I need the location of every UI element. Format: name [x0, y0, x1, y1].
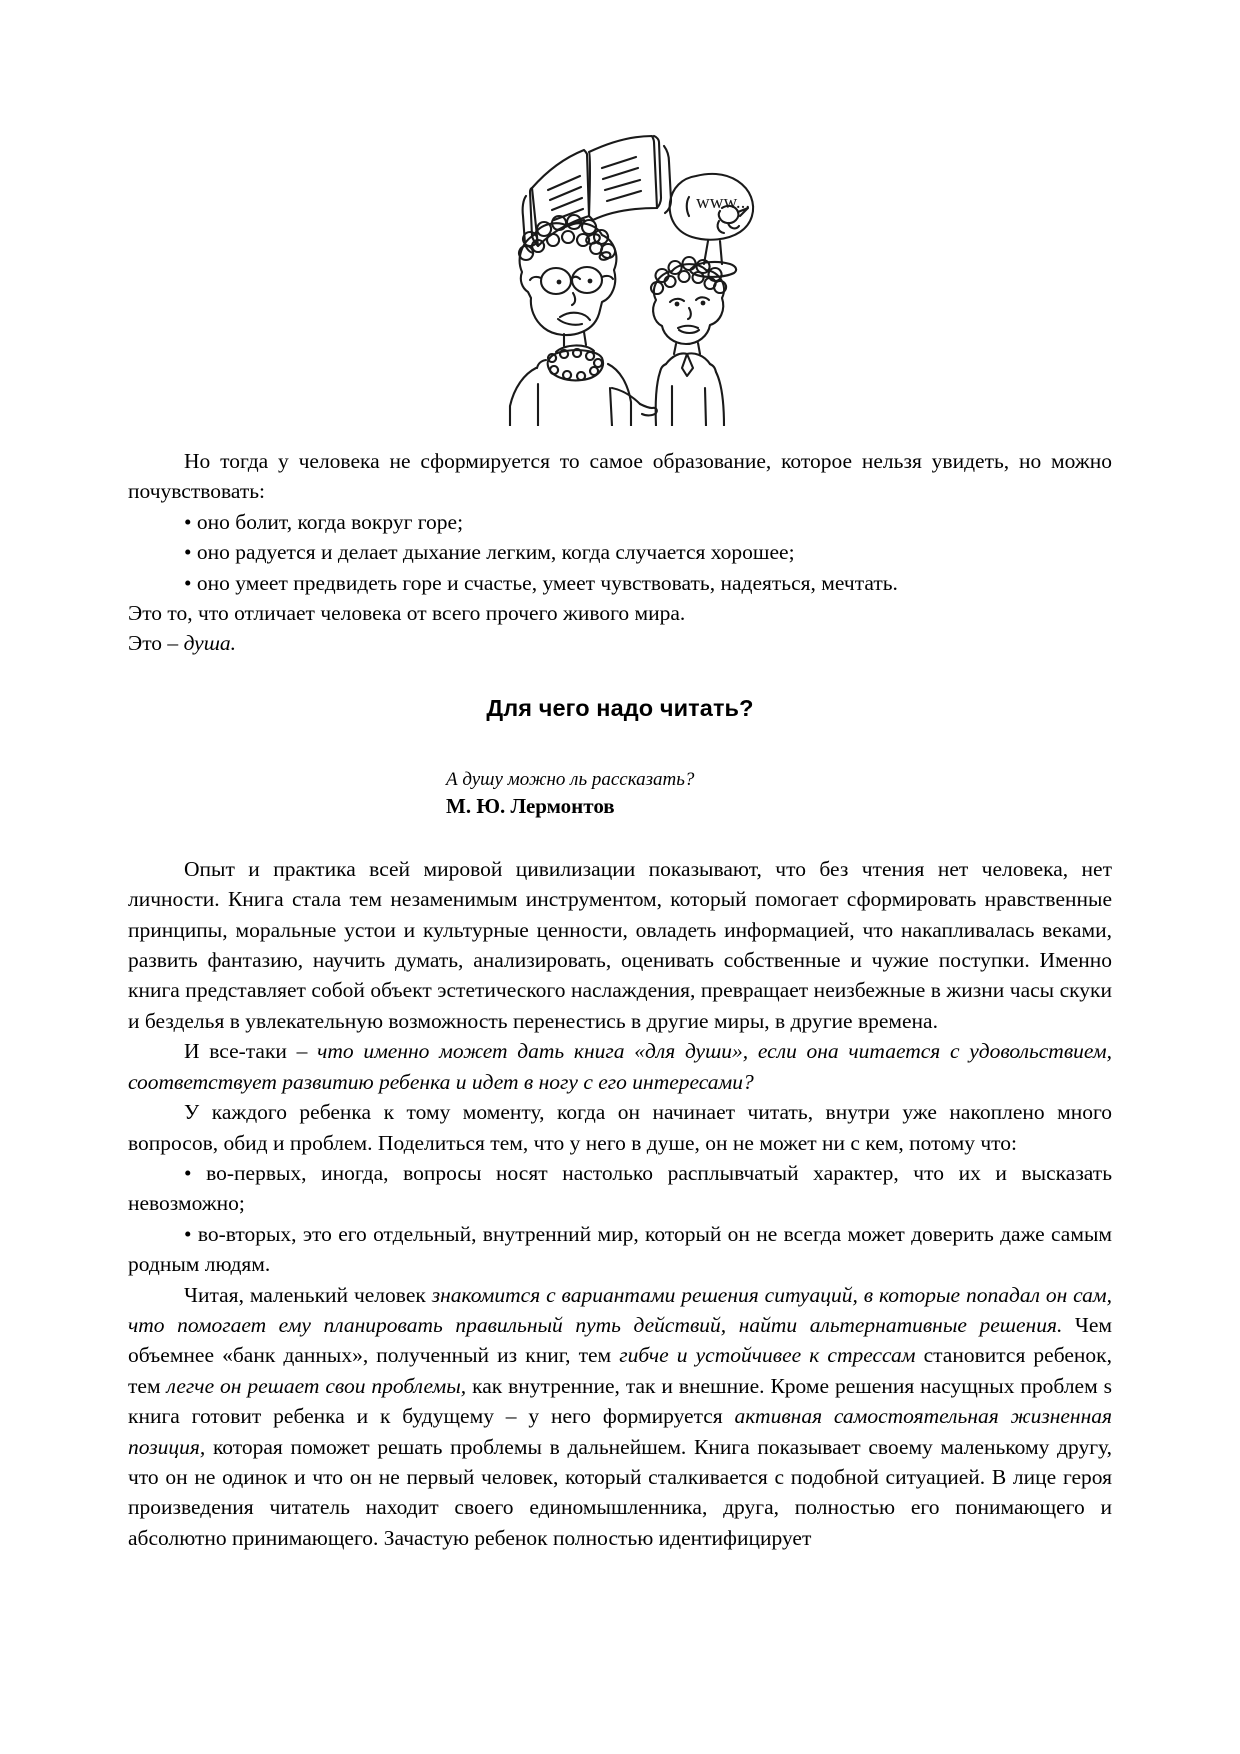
- paragraph-1: Опыт и практика всей мировой цивилизации показывают, что без чтения нет человека, нет личности. Книга стала тем незаменимым инструментом, который помогает сформировать нравственные принципы, моральные устои и культурные ценности, овладеть информацией, что накапливалась веками, развить фантазию, научить думать, анализировать, оценивать собственные и чужие поступки. Именно книга представляет собой объект эстетического наслаждения, превращает неизбежные в жизни часы скуки и безделья в увлекательную возможность перенестись в другие миры, в другие времена.: [128, 856, 1112, 1033]
- paragraph-4-seg5: становится ребенок, тем: [128, 1343, 1113, 1398]
- reason-bullet-1: • во-первых, иногда, вопросы носят настолько расплывчатый характер, что их и высказать невозможно;: [128, 1160, 1112, 1216]
- paragraph-3: У каждого ребенка к тому моменту, когда он начинает читать, внутри уже накоплено много вопросов, обид и проблем. Поделиться тем, что у него в душе, он не может ни с кем, потому что:: [128, 1100, 1112, 1155]
- intro-bullet-3: • оно умеет предвидеть горе и счастье, умеет чувствовать, надеяться, мечтать.: [184, 570, 898, 595]
- soul-line: [128, 628, 1112, 658]
- reason-bullet-2: • во-вторых, это его отдельный, внутренний мир, который он не всегда может доверить даже самым родным людям.: [128, 1221, 1112, 1277]
- paragraph-2-italic: что именно может дать книга «для души», если она читается с удовольствием, соответствует развитию ребенка и идет в ногу с его интересами?: [128, 1039, 1113, 1094]
- document-body: [128, 446, 1112, 1553]
- intro-closing-line: Это то, что отличает человека от всего прочего живого мира.: [128, 601, 686, 626]
- spacer-before-heading: [128, 659, 1112, 693]
- paragraph-4-seg3: Чем объемнее «банк данных», полученный из книг, тем: [128, 1312, 1113, 1368]
- paragraph-4-seg7: как внутренние, так и внешние. Кроме решения насущных проблем s книга готовит ребенка и к будущему – у него формируется: [128, 1373, 1112, 1429]
- paragraph-4-seg6-italic: легче он решает свои проблемы,: [166, 1373, 467, 1398]
- page-title: Для чего надо читать?: [486, 694, 754, 721]
- soul-line-prefix: Это –: [128, 631, 184, 656]
- epigraph-quote: А душу можно ль рассказать?: [446, 768, 695, 790]
- paragraph-2: [128, 1036, 1112, 1097]
- intro-bullet-2: • оно радуется и делает дыхание легким, когда случается хорошее;: [184, 540, 795, 565]
- spacer-after-heading: [128, 723, 1112, 767]
- paragraph-4: [128, 1280, 1112, 1554]
- illustration-container: [0, 96, 1240, 436]
- intro-bullet-1: • оно болит, когда вокруг горе;: [184, 509, 464, 534]
- paragraph-4-seg2-italic: знакомится с вариантами решения ситуаций, в которые попадал он сам, что помогает ему планировать правильный путь действий, найти альтернативные решения.: [128, 1282, 1112, 1337]
- paragraph-4-seg4-italic: гибче и устойчивее к стрессам: [619, 1343, 916, 1368]
- paragraph-4-seg1: Читая, маленький человек: [184, 1282, 432, 1307]
- spacer-after-epigraph: [128, 820, 1112, 854]
- www-screen-text: www...: [696, 192, 751, 213]
- hand-drawn-illustration: [460, 96, 780, 426]
- paragraph-4-seg9: которая поможет решать проблемы в дальнейшем. Книга показывает своему маленькому другу, что он не одинок и что он не первый человек, который сталкивается с подобной ситуацией. В лице героя произведения читатель находит своего единомышленника, друга, полностью его понимающего и абсолютно принимающего. Зачастую ребенок полностью идентифицирует: [128, 1434, 1112, 1550]
- lead-paragraph: Но тогда у человека не сформируется то самое образование, которое нельзя увидеть, но можно почувствовать:: [128, 449, 1112, 504]
- paragraph-2-plain: И все-таки –: [184, 1039, 318, 1064]
- soul-line-italic: душа.: [183, 631, 237, 656]
- epigraph-author: М. Ю. Лермонтов: [446, 793, 615, 818]
- woman-figure: [510, 215, 631, 426]
- paragraph-4-seg8-italic: активная самостоятельная жизненная позиция,: [128, 1404, 1112, 1459]
- pointing-arm: [612, 388, 657, 415]
- child-figure: [651, 257, 726, 426]
